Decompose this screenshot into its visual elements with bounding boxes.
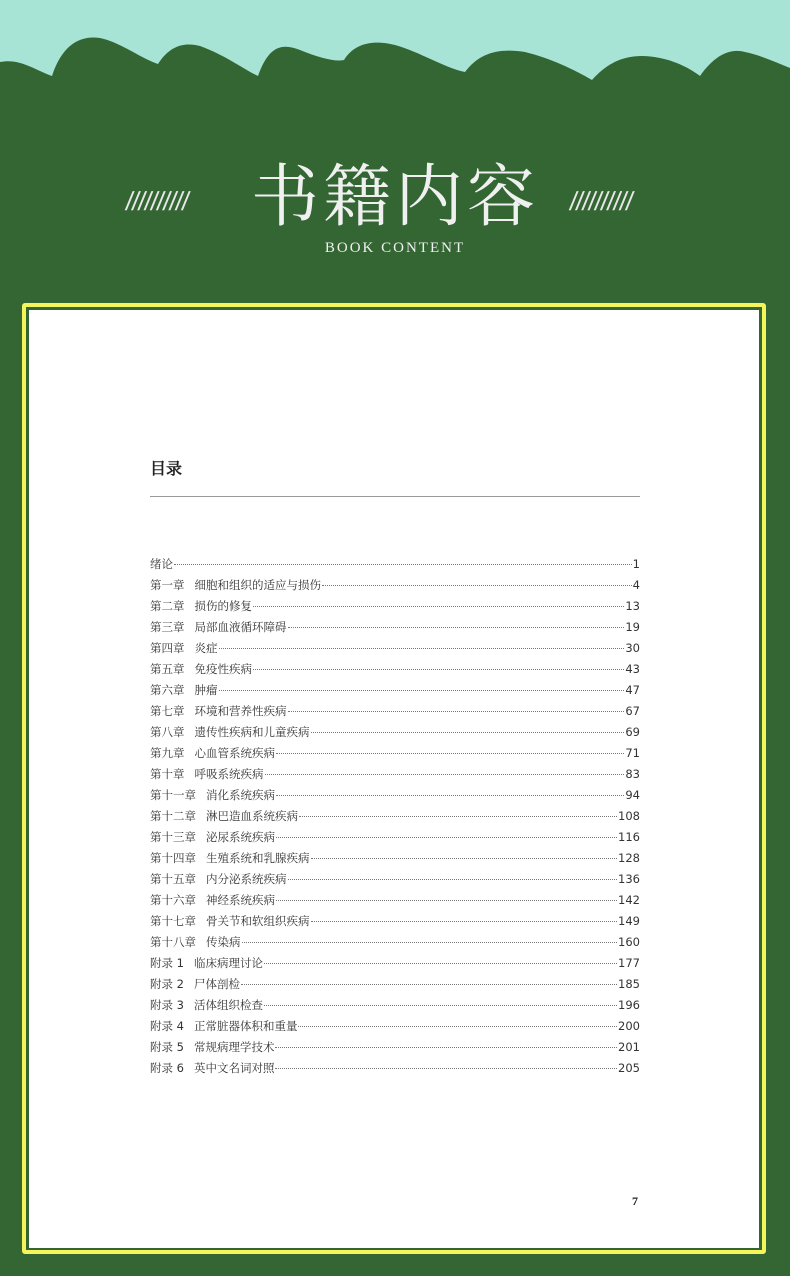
toc-entry-page: 201	[618, 1040, 640, 1054]
toc-leader-dots	[253, 606, 624, 607]
toc-entry	[150, 976, 640, 997]
toc-entry-number: 第六章	[150, 683, 185, 697]
toc-leader-dots	[276, 900, 617, 901]
hills-background	[0, 0, 790, 130]
toc-entry-title: 活体组织检查	[193, 998, 263, 1012]
toc-entry-page: 142	[618, 893, 640, 907]
toc-entry	[150, 598, 640, 619]
toc-entry-number: 第十六章	[150, 893, 196, 907]
toc-leader-dots	[242, 942, 618, 943]
toc-entry-title: 环境和营养性疾病	[194, 704, 287, 718]
toc-entry-title: 损伤的修复	[194, 599, 252, 613]
toc-entry-title: 遗传性疾病和儿童疾病	[194, 725, 310, 739]
toc-leader-dots	[265, 774, 625, 775]
toc-entry-page: 4	[632, 578, 640, 592]
toc-entry-number: 第八章	[150, 725, 185, 739]
toc-entry-page: 71	[625, 746, 640, 760]
toc-entry-number: 第九章	[150, 746, 185, 760]
toc-entry-title: 呼吸系统疾病	[194, 767, 264, 781]
toc-leader-dots	[253, 669, 624, 670]
toc-divider	[150, 496, 640, 497]
toc-entry-number: 第十一章	[150, 788, 196, 802]
toc-entry-page: 83	[625, 767, 640, 781]
toc-entry-title: 局部血液循环障碍	[194, 620, 287, 634]
toc-leader-dots	[299, 816, 617, 817]
toc-entry-title: 临床病理讨论	[193, 956, 263, 970]
toc-entry	[150, 892, 640, 913]
toc-entry-page: 30	[625, 641, 640, 655]
toc-entry	[150, 661, 640, 682]
toc-entry	[150, 556, 640, 577]
toc-entry-number: 第二章	[150, 599, 185, 613]
toc-entry-title: 英中文名词对照	[193, 1061, 275, 1075]
toc-entry	[150, 640, 640, 661]
toc-entry	[150, 913, 640, 934]
toc-entry	[150, 787, 640, 808]
toc-entry-title: 正常脏器体积和重量	[193, 1019, 298, 1033]
toc-entry	[150, 724, 640, 745]
toc-leader-dots	[288, 711, 625, 712]
toc-entry-page: 108	[618, 809, 640, 823]
toc-entry-page: 200	[618, 1019, 640, 1033]
toc-leader-dots	[264, 963, 617, 964]
toc-entry-page: 128	[618, 851, 640, 865]
toc-leader-dots	[288, 627, 625, 628]
toc-entry-title: 内分泌系统疾病	[206, 872, 287, 886]
toc-entry-title: 淋巴造血系统疾病	[206, 809, 298, 823]
book-page	[29, 310, 759, 1248]
toc-entry-title: 骨关节和软组织疾病	[206, 914, 310, 928]
table-of-contents	[150, 556, 640, 1081]
toc-entry	[150, 850, 640, 871]
toc-entry	[150, 745, 640, 766]
toc-entry-title: 细胞和组织的适应与损伤	[194, 578, 321, 592]
toc-leader-dots	[275, 1047, 617, 1048]
toc-entry-number: 第十二章	[150, 809, 196, 823]
toc-entry-number: 第十三章	[150, 830, 196, 844]
toc-entry-number: 第十四章	[150, 851, 196, 865]
page-number: 7	[632, 1194, 638, 1208]
toc-entry-number: 第十五章	[150, 872, 196, 886]
toc-entry-page: 19	[625, 620, 640, 634]
toc-leader-dots	[219, 690, 625, 691]
toc-entry-page: 149	[618, 914, 640, 928]
toc-entry-page: 185	[618, 977, 640, 991]
toc-entry-title: 绪论	[150, 557, 173, 571]
toc-entry-page: 43	[625, 662, 640, 676]
toc-entry-title: 炎症	[194, 641, 218, 655]
toc-entry-page: 160	[618, 935, 640, 949]
toc-entry-title: 尸体剖检	[193, 977, 240, 991]
toc-entry-page: 94	[625, 788, 640, 802]
toc-leader-dots	[298, 1026, 617, 1027]
section-subtitle: BOOK CONTENT	[324, 240, 466, 256]
toc-leader-dots	[241, 984, 617, 985]
toc-entry-page: 196	[618, 998, 640, 1012]
decoration-slashes-right: //////////	[567, 186, 635, 216]
toc-entry-page: 47	[625, 683, 640, 697]
toc-leader-dots	[276, 753, 624, 754]
toc-leader-dots	[219, 648, 625, 649]
toc-entry	[150, 577, 640, 598]
toc-entry-page: 13	[625, 599, 640, 613]
toc-entry-title: 常规病理学技术	[193, 1040, 275, 1054]
toc-leader-dots	[311, 732, 625, 733]
toc-entry-number: 第四章	[150, 641, 185, 655]
toc-entry-number: 附录 6	[150, 1061, 184, 1075]
toc-entry-number: 第三章	[150, 620, 185, 634]
toc-leader-dots	[264, 1005, 617, 1006]
toc-leader-dots	[174, 564, 632, 565]
toc-entry-page: 69	[625, 725, 640, 739]
toc-entry-number: 第一章	[150, 578, 185, 592]
toc-entry-number: 附录 2	[150, 977, 184, 991]
toc-entry-title: 免疫性疾病	[194, 662, 252, 676]
toc-leader-dots	[276, 837, 617, 838]
toc-leader-dots	[275, 1068, 617, 1069]
toc-entry-title: 消化系统疾病	[206, 788, 275, 802]
toc-title: 目录	[150, 459, 183, 478]
toc-leader-dots	[276, 795, 624, 796]
section-title: 书籍内容	[250, 158, 539, 237]
toc-entry-number: 附录 5	[150, 1040, 184, 1054]
toc-entry	[150, 808, 640, 829]
toc-entry	[150, 934, 640, 955]
toc-entry-title: 神经系统疾病	[206, 893, 275, 907]
toc-entry	[150, 829, 640, 850]
toc-leader-dots	[311, 858, 618, 859]
toc-entry-title: 泌尿系统疾病	[206, 830, 275, 844]
toc-entry-number: 附录 1	[150, 956, 184, 970]
toc-entry-number: 第十八章	[150, 935, 196, 949]
toc-entry-number: 附录 3	[150, 998, 184, 1012]
toc-entry	[150, 1060, 640, 1081]
toc-entry-page: 136	[618, 872, 640, 886]
toc-entry	[150, 955, 640, 976]
toc-entry	[150, 682, 640, 703]
toc-entry-page: 116	[618, 830, 640, 844]
toc-leader-dots	[311, 921, 618, 922]
toc-entry-number: 第七章	[150, 704, 185, 718]
decoration-slashes-left: //////////	[123, 186, 191, 216]
toc-entry-title: 肿瘤	[194, 683, 218, 697]
toc-entry	[150, 871, 640, 892]
toc-leader-dots	[322, 585, 632, 586]
toc-entry-page: 205	[618, 1061, 640, 1075]
toc-entry-title: 传染病	[206, 935, 241, 949]
toc-entry-title: 生殖系统和乳腺疾病	[206, 851, 310, 865]
toc-leader-dots	[288, 879, 618, 880]
toc-entry	[150, 766, 640, 787]
toc-entry	[150, 703, 640, 724]
toc-entry-number: 附录 4	[150, 1019, 184, 1033]
toc-entry	[150, 997, 640, 1018]
toc-entry-page: 177	[618, 956, 640, 970]
toc-entry	[150, 1039, 640, 1060]
toc-entry-page: 1	[632, 557, 640, 571]
toc-entry-number: 第十七章	[150, 914, 196, 928]
toc-entry-number: 第十章	[150, 767, 185, 781]
toc-entry	[150, 619, 640, 640]
toc-entry-page: 67	[625, 704, 640, 718]
toc-entry-number: 第五章	[150, 662, 185, 676]
toc-entry	[150, 1018, 640, 1039]
toc-entry-title: 心血管系统疾病	[194, 746, 275, 760]
